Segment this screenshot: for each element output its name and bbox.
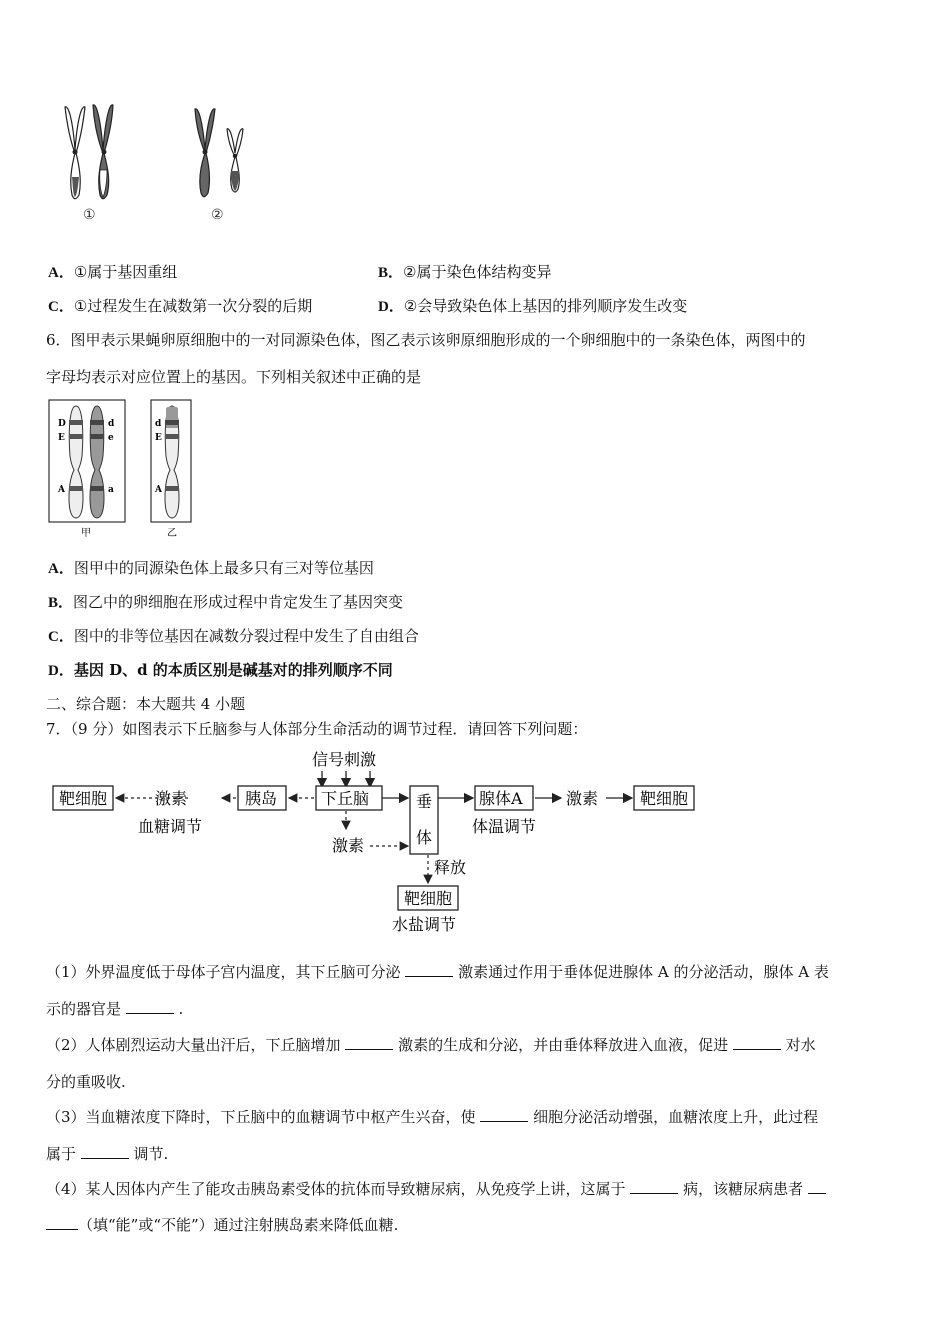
- hypothalamus-regulation-diagram: [48, 745, 708, 940]
- q5-option-b: [378, 262, 551, 283]
- answer-blank-2[interactable]: [126, 999, 174, 1014]
- target-cell-bottom: 靶细胞: [404, 889, 453, 908]
- caption-jia: 甲: [81, 528, 91, 539]
- q6-option-a: [48, 558, 374, 579]
- q7-p4-text-a: （4）某人因体内产生了能攻击胰岛素受体的抗体而导致糖尿病，从免疫学上讲，这属于: [46, 1180, 631, 1198]
- q7-p1-text-b: 激素通过作用于垂体促进腺体 A 的分泌活动，腺体 A 表: [453, 963, 829, 981]
- q7-p3-text-b: 细胞分泌活动增强，血糖浓度上升，此过程: [528, 1108, 819, 1126]
- answer-blank-8a[interactable]: [808, 1179, 826, 1194]
- option-letter: D．: [48, 663, 74, 679]
- gene-e: e: [108, 433, 114, 443]
- caption-yi: 乙: [167, 528, 177, 539]
- blood-sugar-regulation: 血糖调节: [138, 817, 203, 836]
- signal-stimulus-label: 信号刺激: [312, 750, 377, 769]
- option-letter: C．: [48, 299, 74, 315]
- gene-A: A: [58, 485, 65, 495]
- option-text: 图乙中的卵细胞在形成过程中肯定发生了基因突变: [73, 593, 404, 611]
- q7-p4-line1: [46, 1179, 826, 1199]
- option-letter: C．: [48, 629, 74, 645]
- target-cell-right: 靶细胞: [640, 789, 689, 808]
- gene-A-yi: A: [155, 485, 162, 495]
- q7-p1-line1: [46, 962, 829, 982]
- answer-blank-4[interactable]: [733, 1035, 781, 1050]
- body-temp-regulation: 体温调节: [472, 817, 537, 836]
- hormone-mid: 激素: [332, 836, 365, 855]
- q5-option-d: [378, 296, 687, 317]
- q7-p2-line1: [46, 1035, 816, 1055]
- gene-d: d: [108, 419, 115, 429]
- pituitary-label-2: 体: [416, 828, 433, 847]
- option-text: ②会导致染色体上基因的排列顺序发生改变: [403, 297, 688, 315]
- q7-p3-text-d: 调节.: [128, 1145, 169, 1163]
- q7-p4-text-b: 病，该糖尿病患者: [678, 1180, 808, 1198]
- q7-p2-text-a: （2）人体剧烈运动大量出汗后，下丘脑增加: [46, 1036, 346, 1054]
- q6-stem-line2: 字母均表示对应位置上的基因。下列相关叙述中正确的是: [46, 368, 422, 386]
- q7-p3-line2: [46, 1144, 168, 1164]
- option-text: 图中的非等位基因在减数分裂过程中发生了自由组合: [73, 627, 419, 645]
- q7-p2-text-c: 对水: [780, 1036, 816, 1054]
- pancreas-label: 胰岛: [245, 789, 278, 808]
- q5-option-c: [48, 296, 312, 317]
- target-cell-left: 靶细胞: [59, 789, 108, 808]
- option-text: 基因 D、d 的本质区别是碱基对的排列顺序不同: [73, 661, 393, 679]
- q7-p4-line2: [46, 1215, 398, 1235]
- q7-p4-text-c: （填“能”或“不能”）通过注射胰岛素来降低血糖.: [78, 1216, 399, 1234]
- water-salt-regulation: 水盐调节: [392, 915, 457, 934]
- release-label: 释放: [434, 858, 467, 877]
- hypothalamus-label: 下丘脑: [321, 789, 370, 808]
- option-text: ①属于基因重组: [73, 263, 178, 281]
- hormone-left: 激素: [155, 789, 188, 808]
- q5-option-a: [48, 262, 177, 283]
- q6-option-d: [48, 660, 393, 681]
- option-letter: D．: [378, 299, 404, 315]
- gene-E: E: [58, 433, 65, 443]
- pituitary-label: 垂: [416, 792, 433, 811]
- q7-p3-text-a: （3）当血糖浓度下降时，下丘脑中的血糖调节中枢产生兴奋，使: [46, 1108, 481, 1126]
- answer-blank-8b[interactable]: [46, 1215, 78, 1230]
- label-circle-2: ②: [211, 207, 224, 223]
- q6-stem-line1: 6．图甲表示果蝇卵原细胞中的一对同源染色体，图乙表示该卵原细胞形成的一个卵细胞中的一条染色体，两图中的: [46, 331, 806, 349]
- option-letter: B．: [378, 265, 404, 281]
- option-text: ①过程发生在减数第一次分裂的后期: [73, 297, 313, 315]
- q7-p1-line2: [46, 999, 183, 1019]
- q7-p1-text-a: （1）外界温度低于母体子宫内温度，其下丘脑可分泌: [46, 963, 406, 981]
- q7-p1-text-c: 示的器官是: [46, 1000, 126, 1018]
- q7-stem: 7．（9 分）如图表示下丘脑参与人体部分生命活动的调节过程．请回答下列问题：: [46, 720, 588, 738]
- q7-p2-line2: 分的重吸收.: [46, 1073, 126, 1091]
- gene-E-yi: E: [155, 433, 162, 443]
- answer-blank-7[interactable]: [630, 1179, 678, 1194]
- option-letter: A．: [48, 561, 74, 577]
- answer-blank-3[interactable]: [345, 1035, 393, 1050]
- label-circle-1: ①: [83, 207, 96, 223]
- q7-p3-text-c: 属于: [46, 1145, 81, 1163]
- q7-p3-line1: [46, 1107, 818, 1127]
- answer-blank-5[interactable]: [480, 1107, 528, 1122]
- gene-a: a: [108, 485, 114, 495]
- gene-D: D: [58, 419, 66, 429]
- chromosome-figure-q6: [48, 398, 198, 540]
- option-letter: B．: [48, 595, 74, 611]
- option-text: ②属于染色体结构变异: [403, 263, 552, 281]
- gene-d-yi: d: [155, 419, 162, 429]
- chromosome-figure-q5: [55, 95, 265, 230]
- section-title: 二、综合题：本大题共 4 小题: [46, 695, 246, 713]
- hormone-right: 激素: [566, 789, 599, 808]
- gland-a-label: 腺体A: [479, 789, 523, 808]
- option-letter: A．: [48, 265, 74, 281]
- q6-option-b: [48, 592, 403, 613]
- answer-blank-1[interactable]: [405, 962, 453, 977]
- answer-blank-6[interactable]: [81, 1144, 129, 1159]
- q6-option-c: [48, 626, 419, 647]
- q7-p1-text-d: .: [173, 1000, 184, 1018]
- chromosome-pair-2: [195, 109, 243, 197]
- q7-p2-text-b: 激素的生成和分泌，并由垂体释放进入血液，促进: [393, 1036, 733, 1054]
- option-text: 图甲中的同源染色体上最多只有三对等位基因: [73, 559, 374, 577]
- chromosome-pair-1: [65, 105, 113, 199]
